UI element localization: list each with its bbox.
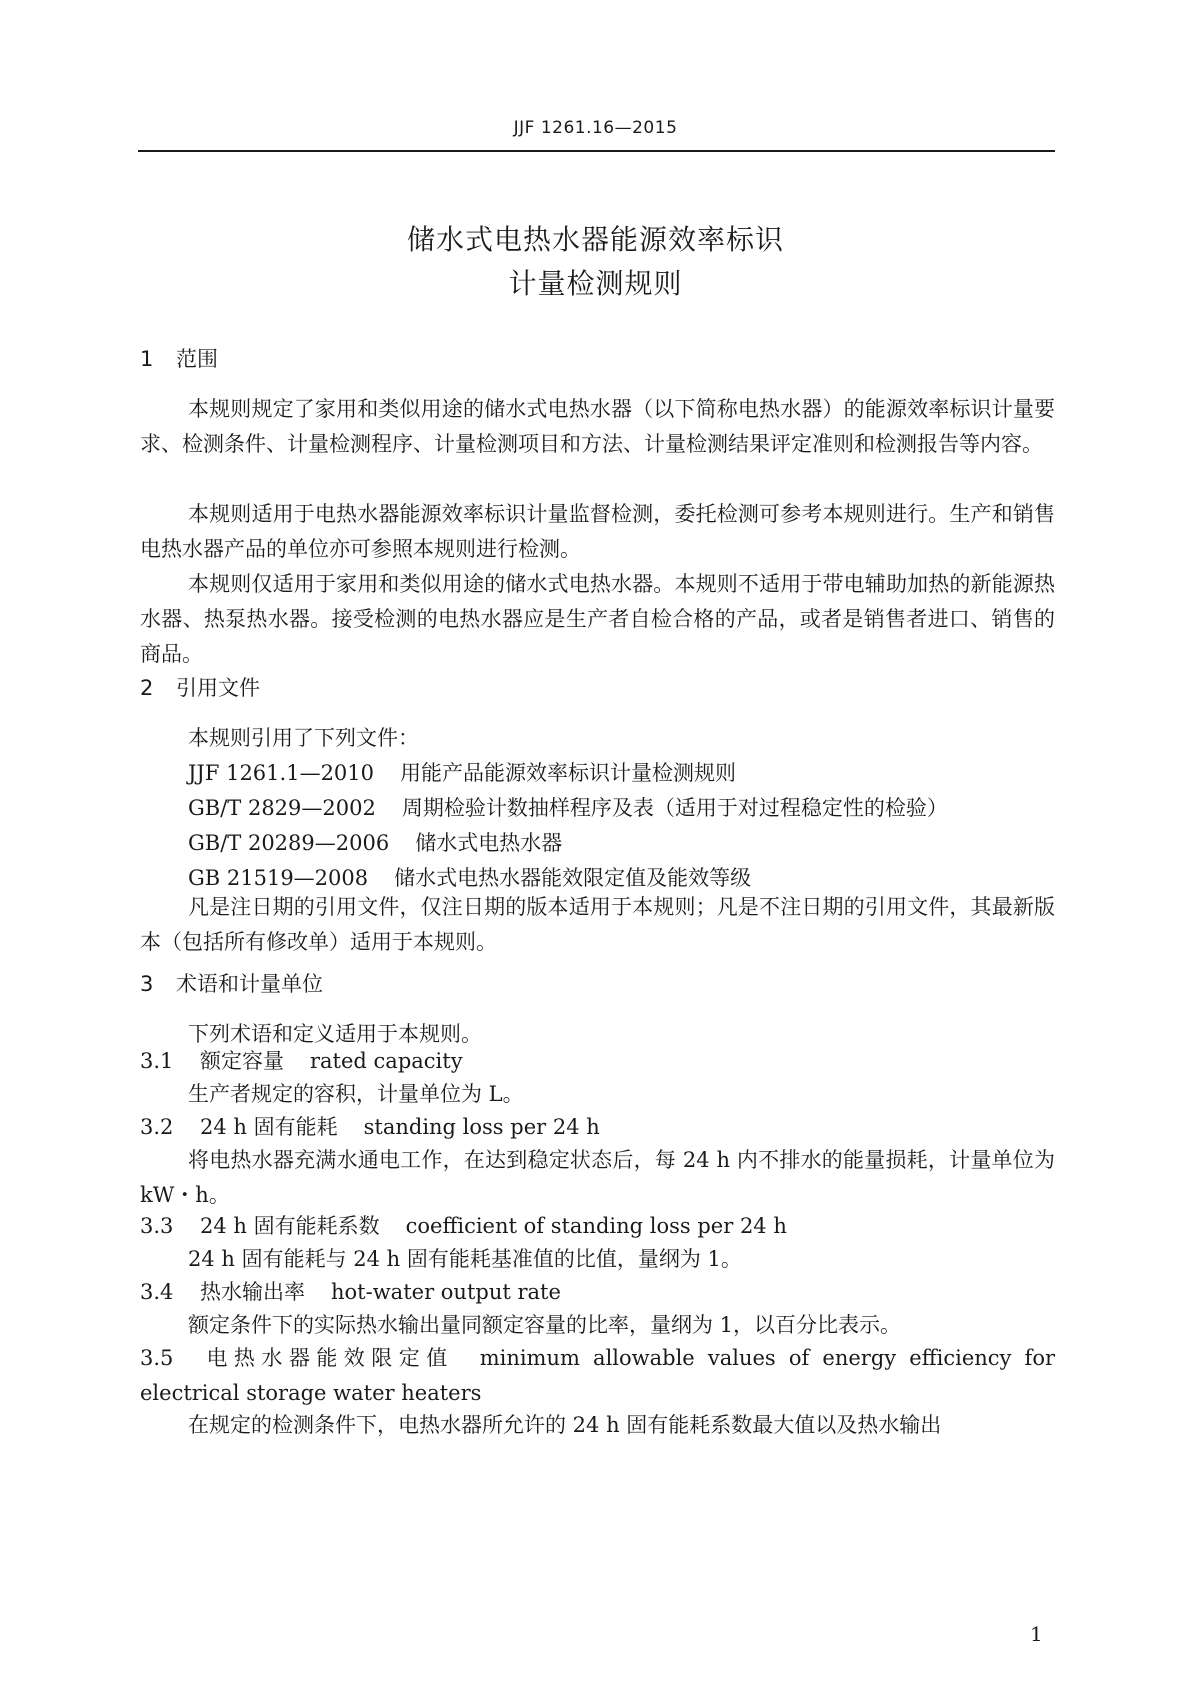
section-number: 2 bbox=[140, 676, 154, 700]
page-number: 1 bbox=[1030, 1622, 1043, 1646]
term-definition: 额定条件下的实际热水输出量同额定容量的比率，量纲为 1，以百分比表示。 bbox=[188, 1313, 902, 1337]
reference-name: 储水式电热水器能效限定值及能效等级 bbox=[394, 866, 752, 890]
term-heading bbox=[140, 1341, 1055, 1411]
term-name-zh: 额定容量 bbox=[200, 1049, 284, 1073]
term-number: 3.5 bbox=[140, 1346, 174, 1370]
term-number: 3.4 bbox=[140, 1280, 174, 1304]
header-divider bbox=[138, 150, 1055, 152]
term-definition: 将电热水器充满水通电工作，在达到稳定状态后，每 24 h 内不排水的能量损耗，计量单位为 kW・h。 bbox=[140, 1148, 1055, 1207]
reference-item bbox=[188, 827, 562, 857]
term-number: 3.3 bbox=[140, 1214, 174, 1238]
term-heading bbox=[140, 1044, 1055, 1079]
term-name-en: minimum allowable values of energy efficiency for electrical storage water heaters bbox=[140, 1346, 1055, 1405]
paragraph: 凡是注日期的引用文件，仅注日期的版本适用于本规则；凡是不注日期的引用文件，其最新版本（包括所有修改单）适用于本规则。 bbox=[140, 895, 1055, 954]
document-title: 储水式电热水器能源效率标识 bbox=[406, 223, 784, 256]
section-title: 引用文件 bbox=[176, 676, 260, 700]
reference-name: 周期检验计数抽样程序及表（适用于对过程稳定性的检验） bbox=[401, 796, 948, 820]
reference-item bbox=[188, 757, 736, 787]
term-heading bbox=[140, 1110, 1055, 1145]
section-3-heading bbox=[140, 968, 323, 998]
section-title: 术语和计量单位 bbox=[176, 972, 323, 996]
term-name-zh: 24 h 固有能耗 bbox=[200, 1115, 338, 1139]
terms-intro: 下列术语和定义适用于本规则。 bbox=[188, 1022, 482, 1046]
section-number: 1 bbox=[140, 347, 154, 371]
reference-item bbox=[188, 792, 948, 822]
term-heading bbox=[140, 1209, 1055, 1244]
term-definition: 24 h 固有能耗与 24 h 固有能耗基准值的比值，量纲为 1。 bbox=[188, 1247, 742, 1271]
document-subtitle: 计量检测规则 bbox=[508, 267, 683, 300]
term-name-en: rated capacity bbox=[310, 1049, 463, 1073]
reference-name: 用能产品能源效率标识计量检测规则 bbox=[400, 761, 737, 785]
section-2-heading bbox=[140, 672, 260, 702]
reference-code: JJF 1261.1—2010 bbox=[188, 761, 375, 785]
paragraph: 本规则适用于电热水器能源效率标识计量监督检测，委托检测可参考本规则进行。生产和销售电热水器产品的单位亦可参照本规则进行检测。 bbox=[140, 502, 1055, 561]
paragraph: 本规则规定了家用和类似用途的储水式电热水器（以下简称电热水器）的能源效率标识计量要求、检测条件、计量检测程序、计量检测项目和方法、计量检测结果评定准则和检测报告等内容。 bbox=[140, 397, 1055, 456]
section-number: 3 bbox=[140, 972, 154, 996]
term-number: 3.2 bbox=[140, 1115, 174, 1139]
section-1-heading bbox=[140, 343, 218, 373]
reference-code: GB 21519—2008 bbox=[188, 866, 369, 890]
document-code-header: JJF 1261.16—2015 bbox=[513, 118, 678, 138]
reference-name: 储水式电热水器 bbox=[415, 831, 563, 855]
reference-code: GB/T 20289—2006 bbox=[188, 831, 390, 855]
term-name-en: hot-water output rate bbox=[331, 1280, 561, 1304]
term-heading bbox=[140, 1275, 1055, 1310]
term-name-zh: 24 h 固有能耗系数 bbox=[200, 1214, 380, 1238]
paragraph: 本规则仅适用于家用和类似用途的储水式电热水器。本规则不适用于带电辅助加热的新能源热水器、热泵热水器。接受检测的电热水器应是生产者自检合格的产品，或者是销售者进口、销售的商品。 bbox=[140, 572, 1055, 666]
reference-item bbox=[188, 862, 751, 892]
section-title: 范围 bbox=[176, 347, 218, 371]
term-name-en: coefficient of standing loss per 24 h bbox=[405, 1214, 787, 1238]
term-definition: 生产者规定的容积，计量单位为 L。 bbox=[188, 1082, 524, 1106]
references-intro: 本规则引用了下列文件： bbox=[188, 726, 419, 750]
reference-code: GB/T 2829—2002 bbox=[188, 796, 376, 820]
term-number: 3.1 bbox=[140, 1049, 174, 1073]
term-definition: 在规定的检测条件下，电热水器所允许的 24 h 固有能耗系数最大值以及热水输出 bbox=[188, 1413, 942, 1437]
term-name-en: standing loss per 24 h bbox=[363, 1115, 600, 1139]
term-name-zh: 电热水器能效限定值 bbox=[200, 1346, 454, 1370]
term-name-zh: 热水输出率 bbox=[200, 1280, 305, 1304]
